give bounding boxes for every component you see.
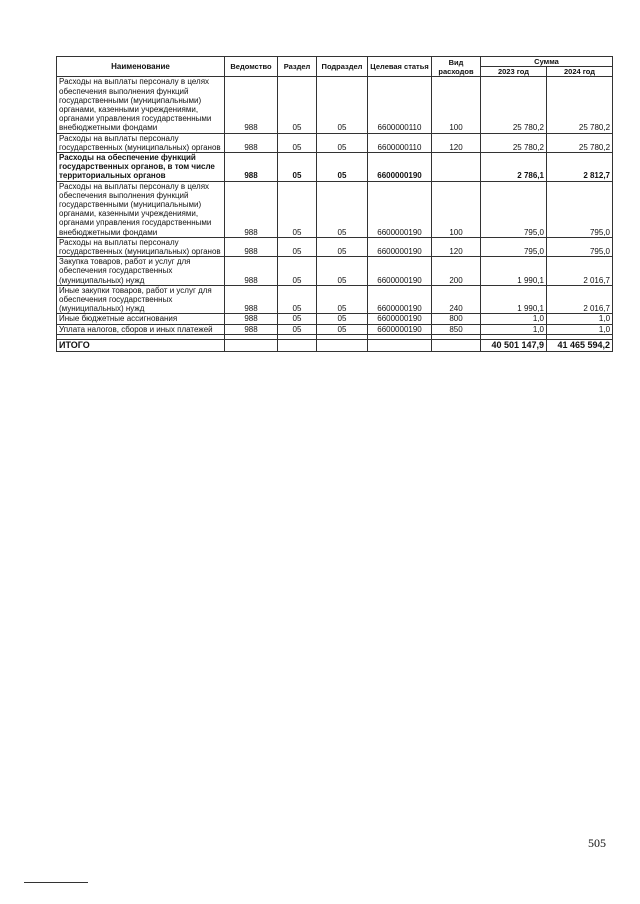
row-department: 988 <box>225 153 278 182</box>
row-amount-2024: 25 780,2 <box>547 133 613 152</box>
row-target-article: 6600000110 <box>368 77 432 133</box>
row-subsection: 05 <box>317 153 368 182</box>
row-subsection: 05 <box>317 285 368 314</box>
table-row <box>57 285 613 314</box>
header-target-article: Целевая статья <box>368 57 432 77</box>
row-department: 988 <box>225 133 278 152</box>
row-target-article: 6600000190 <box>368 314 432 324</box>
row-expense-type: 120 <box>432 133 481 152</box>
row-expense-type: 200 <box>432 257 481 286</box>
row-amount-2023: 2 786,1 <box>481 153 547 182</box>
row-expense-type: 100 <box>432 77 481 133</box>
row-department: 988 <box>225 237 278 256</box>
row-section: 05 <box>278 133 317 152</box>
row-section: 05 <box>278 285 317 314</box>
header-section: Раздел <box>278 57 317 77</box>
row-section: 05 <box>278 153 317 182</box>
row-department: 988 <box>225 257 278 286</box>
row-name: Уплата налогов, сборов и иных платежей <box>57 324 225 334</box>
row-amount-2023: 1 990,1 <box>481 285 547 314</box>
table-body <box>57 77 613 334</box>
table-row <box>57 237 613 256</box>
row-expense-type: 850 <box>432 324 481 334</box>
table-row <box>57 181 613 237</box>
table-row <box>57 153 613 182</box>
row-section: 05 <box>278 181 317 237</box>
row-subsection: 05 <box>317 324 368 334</box>
header-year-2024: 2024 год <box>547 67 613 77</box>
row-amount-2024: 795,0 <box>547 181 613 237</box>
row-name: Расходы на выплаты персоналу государственных (муниципальных) органов <box>57 133 225 152</box>
row-section: 05 <box>278 324 317 334</box>
total-2024: 41 465 594,2 <box>547 339 613 351</box>
row-target-article: 6600000190 <box>368 324 432 334</box>
row-subsection: 05 <box>317 237 368 256</box>
row-name: Иные закупки товаров, работ и услуг для обеспечения государственных (муниципальных) нужд <box>57 285 225 314</box>
total-2023: 40 501 147,9 <box>481 339 547 351</box>
row-expense-type: 240 <box>432 285 481 314</box>
row-subsection: 05 <box>317 133 368 152</box>
table-row <box>57 314 613 324</box>
page-number: 505 <box>588 836 606 850</box>
row-target-article: 6600000190 <box>368 285 432 314</box>
total-row <box>57 339 613 351</box>
row-department: 988 <box>225 77 278 133</box>
footnote-divider <box>24 882 88 883</box>
row-name: Закупка товаров, работ и услуг для обеспечения государственных (муниципальных) нужд <box>57 257 225 286</box>
row-target-article: 6600000190 <box>368 237 432 256</box>
table-row <box>57 133 613 152</box>
row-target-article: 6600000110 <box>368 133 432 152</box>
header-year-2023: 2023 год <box>481 67 547 77</box>
row-name: Расходы на выплаты персоналу государственных (муниципальных) органов <box>57 237 225 256</box>
row-name: Расходы на выплаты персоналу в целях обеспечения выполнения функций государственными (муниципальными) органами, казенными учреждениями, органами управления государственными внебюджетными фондами <box>57 181 225 237</box>
row-amount-2023: 795,0 <box>481 237 547 256</box>
table-row <box>57 257 613 286</box>
header-name: Наименование <box>57 57 225 77</box>
row-amount-2024: 25 780,2 <box>547 77 613 133</box>
row-amount-2024: 2 016,7 <box>547 285 613 314</box>
row-target-article: 6600000190 <box>368 153 432 182</box>
row-amount-2024: 1,0 <box>547 314 613 324</box>
header-subsection: Подраздел <box>317 57 368 77</box>
row-expense-type: 800 <box>432 314 481 324</box>
row-target-article: 6600000190 <box>368 181 432 237</box>
row-amount-2023: 25 780,2 <box>481 77 547 133</box>
row-amount-2023: 1,0 <box>481 324 547 334</box>
budget-table <box>56 56 613 352</box>
row-department: 988 <box>225 285 278 314</box>
row-amount-2024: 1,0 <box>547 324 613 334</box>
row-expense-type <box>432 153 481 182</box>
row-section: 05 <box>278 237 317 256</box>
row-department: 988 <box>225 324 278 334</box>
row-target-article: 6600000190 <box>368 257 432 286</box>
row-subsection: 05 <box>317 257 368 286</box>
row-section: 05 <box>278 257 317 286</box>
row-section: 05 <box>278 77 317 133</box>
row-amount-2024: 795,0 <box>547 237 613 256</box>
row-amount-2024: 2 812,7 <box>547 153 613 182</box>
row-expense-type: 120 <box>432 237 481 256</box>
row-name: Иные бюджетные ассигнования <box>57 314 225 324</box>
row-name: Расходы на обеспечение функций государственных органов, в том числе территориальных органов <box>57 153 225 182</box>
header-sum: Сумма <box>481 57 613 67</box>
row-expense-type: 100 <box>432 181 481 237</box>
row-subsection: 05 <box>317 77 368 133</box>
row-subsection: 05 <box>317 181 368 237</box>
header-expense-type: Вид расходов <box>432 57 481 77</box>
row-department: 988 <box>225 181 278 237</box>
row-amount-2023: 25 780,2 <box>481 133 547 152</box>
row-amount-2023: 1 990,1 <box>481 257 547 286</box>
row-subsection: 05 <box>317 314 368 324</box>
row-amount-2023: 1,0 <box>481 314 547 324</box>
table-row <box>57 77 613 133</box>
row-section: 05 <box>278 314 317 324</box>
row-amount-2024: 2 016,7 <box>547 257 613 286</box>
table-row <box>57 324 613 334</box>
row-amount-2023: 795,0 <box>481 181 547 237</box>
total-label: ИТОГО <box>57 339 225 351</box>
row-department: 988 <box>225 314 278 324</box>
row-name: Расходы на выплаты персоналу в целях обеспечения выполнения функций государственными (муниципальными) органами, казенными учреждениями, органами управления государственными внебюджетными фондами <box>57 77 225 133</box>
header-department: Ведомство <box>225 57 278 77</box>
